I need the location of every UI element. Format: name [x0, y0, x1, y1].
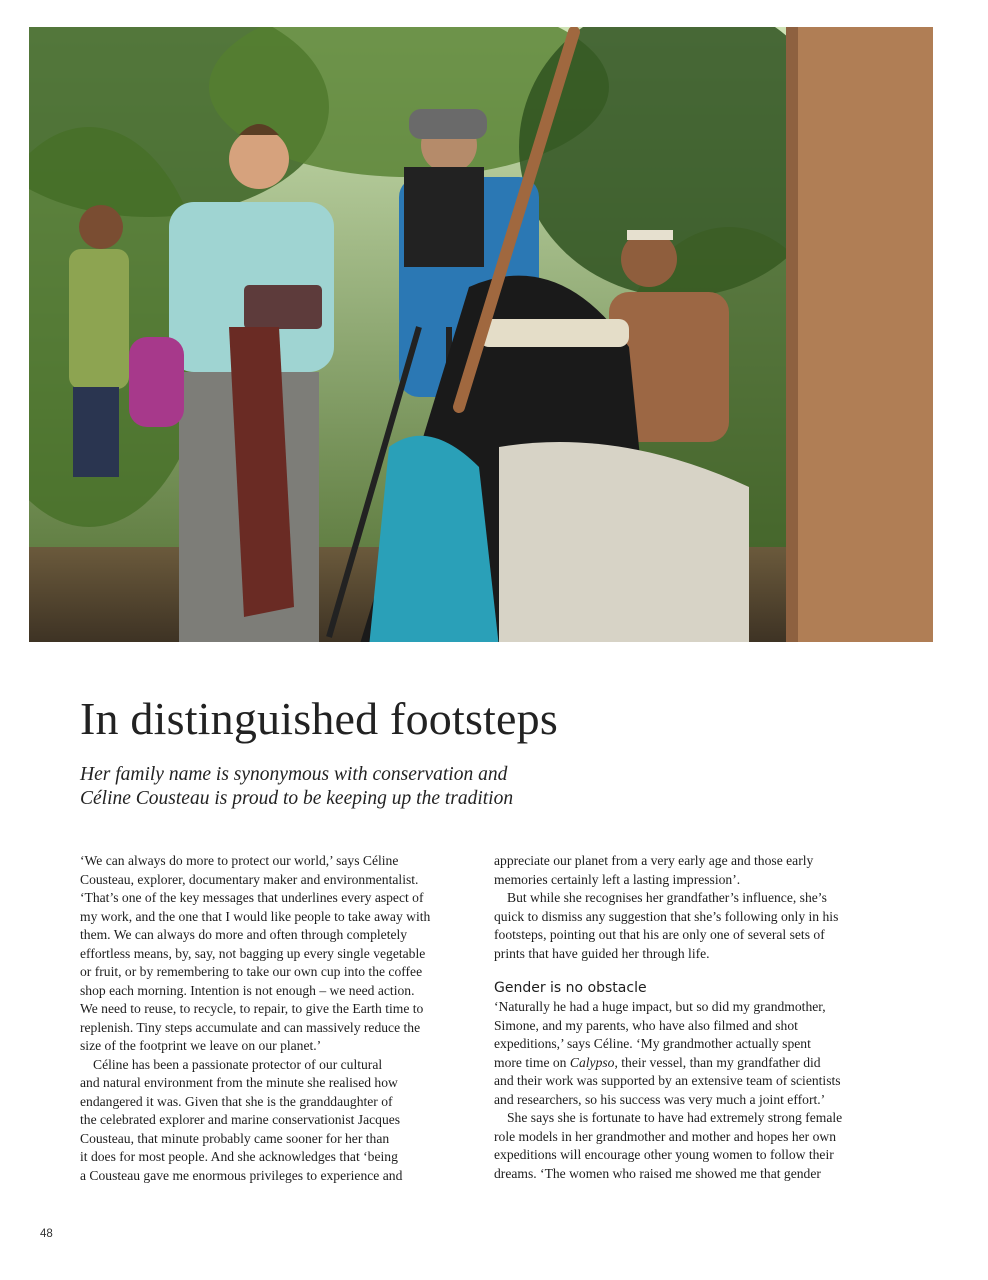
body-line: replenish. Tiny steps accumulate and can massively reduce the [80, 1019, 421, 1035]
body-line: We need to reuse, to recycle, to repair, to give the Earth time to [80, 1001, 424, 1016]
standfirst-line: Her family name is synonymous with conservation and [80, 764, 508, 785]
article-title: In distinguished footsteps [80, 693, 558, 744]
page-number: 48 [40, 1228, 53, 1240]
body-column-right [494, 852, 889, 1183]
body-line: them. We can always do more and often through completely [80, 927, 408, 942]
body-line: endangered it was. Given that she is the granddaughter of [80, 1093, 393, 1109]
body-line: expeditions will encourage other young women to follow their [494, 1147, 834, 1162]
article-standfirst [80, 763, 600, 811]
standfirst-line: Céline Cousteau is proud to be keeping up the tradition [80, 788, 514, 809]
body-line: my work, and the one that I would like people to take away with [80, 908, 431, 924]
body-line: But while she recognises her grandfather’s influence, she’s [507, 890, 827, 905]
body-line: more time on Calypso, their vessel, than my grandfather did [494, 1054, 821, 1070]
body-line: Cousteau, that minute probably came sooner for her than [80, 1130, 390, 1146]
body-line: and researchers, so his success was very much a joint effort.’ [494, 1091, 826, 1107]
body-line: effortless means, by, say, not bagging up every single vegetable [80, 945, 426, 961]
body-line: the celebrated explorer and marine conservationist Jacques [80, 1112, 401, 1127]
body-line: Céline has been a passionate protector of our cultural [93, 1056, 383, 1072]
body-line: dreams. ‘The women who raised me showed me that gender [494, 1165, 821, 1181]
body-line: footsteps, pointing out that his are only one of several sets of [494, 927, 825, 942]
body-line: quick to dismiss any suggestion that she’s following only in his [494, 908, 839, 924]
body-line: Simone, and my parents, who have also filmed and shot [494, 1017, 798, 1033]
body-line: She says she is fortunate to have had extremely strong female [507, 1110, 843, 1125]
body-line: shop each morning. Intention is not enough – we need action. [80, 982, 415, 998]
body-line: prints that have guided her through life. [494, 945, 710, 961]
body-line: it does for most people. And she acknowledges that ‘being [80, 1149, 398, 1164]
body-line: and natural environment from the minute she realised how [80, 1075, 398, 1090]
body-line: or fruit, or by remembering to take our own cup into the coffee [80, 964, 423, 979]
body-line: Cousteau, explorer, documentary maker and environmentalist. [80, 871, 419, 887]
body-line: ‘Naturally he had a huge impact, but so did my grandmother, [494, 999, 826, 1014]
body-line: expeditions,’ says Céline. ‘My grandmother actually spent [494, 1036, 811, 1051]
body-line: ‘We can always do more to protect our world,’ says Céline [80, 853, 399, 868]
subheading: Gender is no obstacle [494, 980, 647, 996]
body-line: a Cousteau gave me enormous privileges to experience and [80, 1167, 403, 1183]
body-line: memories certainly left a lasting impression’. [494, 871, 741, 887]
body-line: role models in her grandmother and mother and hopes her own [494, 1128, 837, 1144]
body-column-left [80, 852, 475, 1185]
body-line: size of the footprint we leave on our planet.’ [80, 1038, 322, 1053]
article-photo [29, 27, 933, 642]
body-line: appreciate our planet from a very early age and those early [494, 853, 814, 868]
body-line: ‘That’s one of the key messages that underlines every aspect of [80, 890, 424, 905]
body-line: and their work was supported by an extensive team of scientists [494, 1073, 841, 1088]
